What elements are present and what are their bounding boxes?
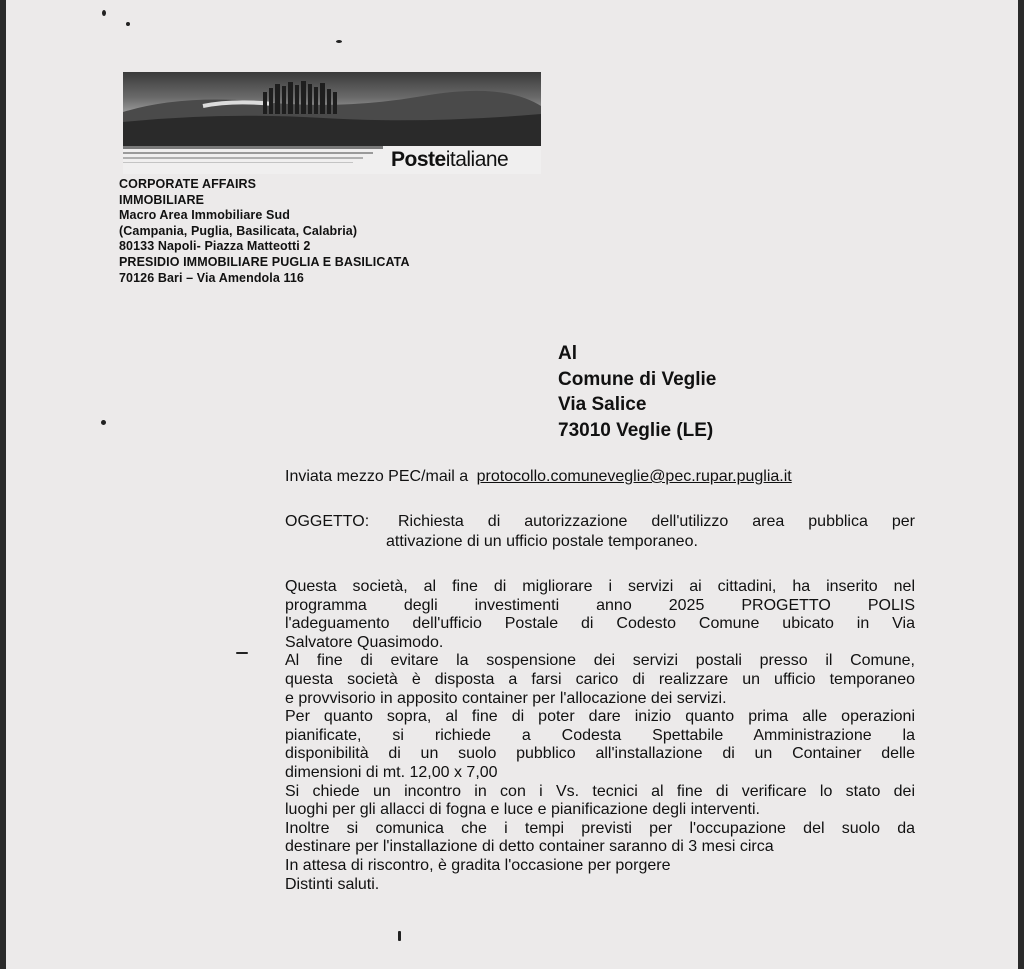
sender-line: (Campania, Puglia, Basilicata, Calabria) [119,223,358,238]
sender-line: CORPORATE AFFAIRS [119,177,257,191]
body-line: dimensioni di mt. 12,00 x 7,00 [285,763,498,781]
body-line: Si chiede un incontro in con i Vs. tecnici al fine di verificare lo stato dei [285,782,915,800]
body-line: Al fine di evitare la sospensione dei servizi postali presso il Comune, [285,652,915,670]
body-line: Inoltre si comunica che i tempi previsti per l'occupazione del suolo da [285,819,915,837]
body-line: Salvatore Quasimodo. [285,633,444,651]
recipient-line: 73010 Veglie (LE) [558,419,714,441]
body-line: l'adeguamento dell'ufficio Postale di Codesto Comune ubicato in Via [285,615,915,633]
body-line: Questa società, al fine di migliorare i servizi ai cittadini, ha inserito nel [285,578,915,595]
recipient-line: Al [558,343,577,364]
scan-speck [126,22,130,26]
pec-prefix: Inviata mezzo PEC/mail a [285,468,469,485]
poste-italiane-logo [123,72,541,174]
sender-line: 70126 Bari – Via Amendola 116 [119,270,304,285]
body-line: pianificate, si richiede a Codesta Spettabile Amministrazione la [285,726,915,744]
recipient-address [558,341,716,443]
scan-speck [102,10,106,16]
sender-line: Macro Area Immobiliare Sud [119,208,290,223]
body-line: Distinti saluti. [285,875,380,893]
body-line: In attesa di riscontro, è gradita l'occasione per porgere [285,856,671,874]
recipient-line: Comune di Veglie [558,368,717,390]
scan-speck [336,40,342,43]
letter-page [6,0,1018,969]
recipient-line: Via Salice [558,394,647,415]
scan-speck [398,931,401,941]
sender-address [119,177,519,286]
pec-email-link[interactable]: protocollo.comuneveglie@pec.rupar.puglia.it [476,468,792,485]
body-line: luoghi per gli allacci di fogna e luce e pianificazione degli interventi. [285,801,760,819]
body-line: programma degli investimenti anno 2025 PROGETTO POLIS [285,596,915,614]
brand-name: Posteitaliane [391,148,509,171]
sender-line: IMMOBILIARE [119,192,205,207]
letter-body [285,578,915,894]
scan-speck [236,652,248,654]
body-line: Per quanto sopra, al fine di poter dare inizio quanto prima alle operazioni [285,708,915,726]
body-line: destinare per l'installazione di detto container saranno di 3 mesi circa [285,838,774,856]
pec-line [285,467,792,487]
body-line: disponibilità di un suolo pubblico all'installazione di un Container delle [285,745,915,763]
subject-line-1: Richiesta di autorizzazione dell'utilizzo area pubblica per [398,513,915,530]
scan-border-right [1018,0,1024,969]
subject-line-2: attivazione di un ufficio postale temporaneo. [386,533,698,550]
body-line: e provvisorio in apposito container per l'allocazione dei servizi. [285,689,727,707]
sender-line: PRESIDIO IMMOBILIARE PUGLIA E BASILICATA [119,254,410,269]
sender-line: 80133 Napoli- Piazza Matteotti 2 [119,239,311,254]
scan-speck [101,420,106,425]
subject-label: OGGETTO: [285,513,370,530]
body-line: questa società è disposta a farsi carico di realizzare un ufficio temporaneo [285,670,915,688]
